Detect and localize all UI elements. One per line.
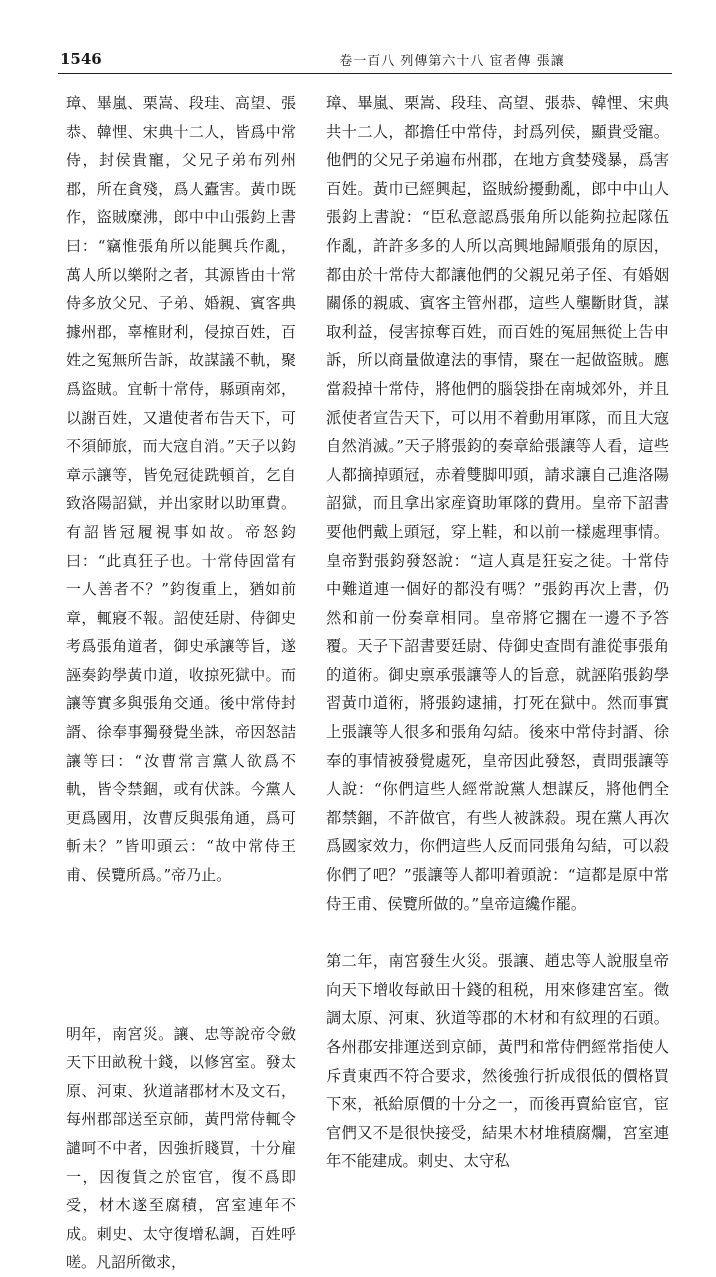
page-number: 1546 <box>60 50 102 68</box>
paragraph-gap <box>326 918 669 947</box>
paragraph-gap <box>66 890 296 1020</box>
translation-paragraph-2: 第二年，南宮發生火災。張讓、趙忠等人說服皇帝向天下增收每畝田十錢的租税，用來修建宮室。徵調太原、河東、狄道等郡的木材和有紋理的石頭。各州郡安排運送到京師，黃門和常侍們經常指使人斥責東西不符合要求，然後強行折成很低的價格買下來，衹給原價的十分之一，而後再賣給宦官，宦官們又不是很快接受，結果木材堆積腐爛，宮室連年不能建成。刺史、太守私 <box>326 952 669 1171</box>
classical-paragraph-1: 璋、畢嵐、栗嵩、段珪、高望、張恭、韓悝、宋典十二人，皆爲中常侍，封侯貴寵，父兄子弟布列州郡，所在貪殘，爲人蠹害。黃巾既作，盜賊糜沸，郎中中山張鈞上書曰：“竊惟張角所以能興兵作亂，萬人所以樂附之者，其源皆由十常侍多放父兄、子弟、婚親、賓客典據州郡，辜榷財利，侵掠百姓，百姓之冤無所告訴，故謀議不軌，聚爲盜賊。宜斬十常侍，縣頭南郊，以謝百姓，又遣使者布告天下，可不須師旅，而大寇自消。”天子以鈞章示讓等，皆免冠徒跣頓首，乞自致洛陽詔獄，并出家財以助軍費。有詔皆冠履視事如故。帝怒鈞曰：“此真狂子也。十常侍固當有一人善者不？”鈞復重上，猶如前章，輒寢不報。詔使廷尉、侍御史考爲張角道者，御史承讓等旨，遂誣奏鈞學黃巾道，收掠死獄中。而讓等實多與張角交通。後中常侍封諝、徐奉事獨發覺坐誅，帝因怒詰讓等曰：“汝曹常言黨人欲爲不軌，皆令禁錮，或有伏誅。今黨人更爲國用，汝曹反與張角通，爲可斬未？”皆叩頭云：“故中常侍王甫、侯覽所爲。”帝乃止。 <box>66 94 296 885</box>
running-header: 卷一百八 列傳第六十八 宦者傳 張讓 <box>339 54 565 69</box>
classical-paragraph-2: 明年，南宮災。讓、忠等說帝令斂天下田畝稅十錢，以修宮室。發太原、河東、狄道諸郡材木及文石，每州郡部送至京師，黃門常侍輒令譴呵不中者，因強折賤買，十分雇一，因復貨之於宦官，復不爲即受，材木遂至腐積，宮室連年不成。刺史、太守復增私調，百姓呼嗟。凡詔所徵求， <box>66 1024 296 1272</box>
header-rule <box>58 73 672 74</box>
classical-text-column <box>66 89 296 1277</box>
translation-paragraph-1: 璋、畢嵐、栗嵩、段珪、高望、張恭、韓悝、宋典共十二人，都擔任中常侍，封爲列侯，顯貴受寵。他們的父兄子弟遍布州郡，在地方貪婪殘暴，爲害百姓。黃巾已經興起，盜賊紛擾動亂，郎中中山人張鈞上書說：“臣私意認爲張角所以能夠拉起隊伍作亂，許許多多的人所以高興地歸順張角的原因，都由於十常侍大都讓他們的父親兄弟子侄、有婚姻關係的親戚、賓客主管州郡，這些人壟斷財貨，謀取利益，侵害掠奪百姓，而百姓的冤屈無從上告申訴，所以商量做違法的事情，聚在一起做盜賊。應當殺掉十常侍，將他們的腦袋掛在南城郊外，并且派使者宣告天下，可以用不着動用軍隊，而且大寇自然消滅。”天子將張鈞的奏章給張讓等人看，這些人都摘掉頭冠，赤着雙脚叩頭，請求讓自己進洛陽詔獄，而且拿出家産資助軍隊的費用。皇帝下詔書要他們戴上頭冠，穿上鞋，和以前一樣處理事情。皇帝對張鈞發怒說：“這人真是狂妄之徒。十常侍中難道連一個好的都没有嗎？”張鈞再次上書，仍然和前一份奏章相同。皇帝將它擱在一邊不予答覆。天子下詔書要廷尉、侍御史查問有誰從事張角的道術。御史禀承張讓等人的旨意，就誣陷張鈞學習黃巾道術，將張鈞逮捕，打死在獄中。然而事實上張讓等人很多和張角勾結。後來中常侍封諝、徐奉的事情被發覺處死，皇帝因此發怒，責問張讓等人說：“你們這些人經常說黨人想謀反，將他們全都禁錮，不許做官，有些人被誅殺。現在黨人再次爲國家效力，你們這些人反而同張角勾結，可以殺你們了吧？”張讓等人都叩着頭說：“這都是原中常侍王甫、侯覽所做的。”皇帝這纔作罷。 <box>326 94 669 913</box>
translation-text-column <box>326 89 669 1176</box>
